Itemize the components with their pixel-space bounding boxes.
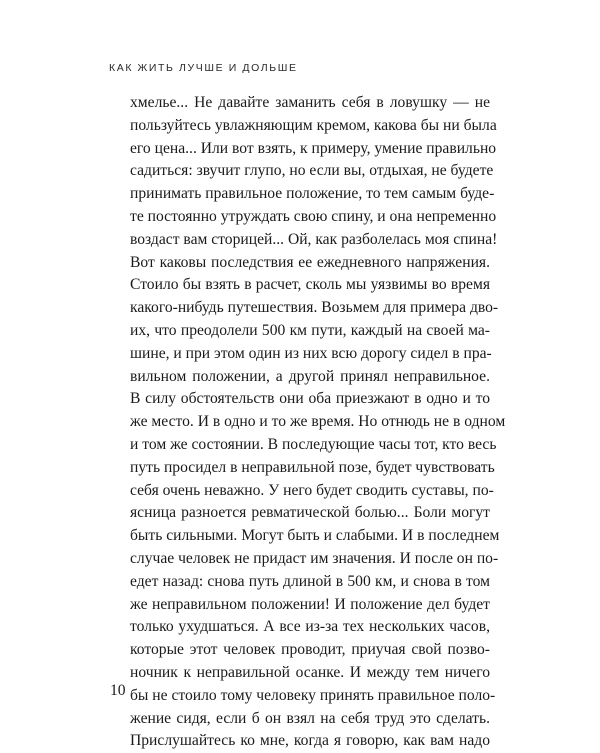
text-line: которые этот человек проводит, приучая свой позво- xyxy=(130,641,490,659)
text-line: жение сидя, если б он взял на себя труд это сделать. xyxy=(130,709,490,727)
text-line: те постоянно утруждать свою спину, и она непременно xyxy=(130,207,497,225)
text-line: его цена... Или вот взять, к примеру, умение правильно xyxy=(130,139,497,157)
text-line: В силу обстоятельств они оба приезжают в одно и то xyxy=(130,390,490,408)
text-line: Стоило бы взять в расчет, сколь мы уязвимы во время xyxy=(130,276,490,294)
text-line: себя очень неважно. У него будет сводить суставы, по- xyxy=(130,481,494,499)
text-line: хмелье... Не давайте заманить себя в ловушку — не xyxy=(130,94,490,111)
text-line: бы не стоило тому человеку принять правильное поло- xyxy=(130,686,496,704)
text-line: ясница разноется ревматической болью... Боли могут xyxy=(130,504,490,522)
body-text xyxy=(130,92,506,753)
text-line: едет назад: снова путь длиной в 500 км, и снова в том xyxy=(130,572,490,590)
text-line: ночник к неправильной осанке. И между тем ничего xyxy=(130,663,490,681)
text-line: же неправильном положении! И положение дел будет xyxy=(130,595,490,613)
text-line: же место. И в одно и то же время. Но отнюдь не в одном xyxy=(130,413,506,431)
text-line: принимать правильное положение, то тем самым буде- xyxy=(130,185,495,203)
text-line: вильном положении, а другой принял неправильное. xyxy=(130,367,490,385)
text-line: воздаст вам сторицей... Ой, как разболелась моя спина! xyxy=(130,230,498,248)
running-header: КАК ЖИТЬ ЛУЧШЕ И ДОЛЬШЕ xyxy=(109,62,298,74)
text-line: путь просидел в неправильной позе, будет чувствовать xyxy=(130,458,495,476)
text-line: пользуйтесь увлажняющим кремом, какова бы ни была xyxy=(130,116,497,134)
text-line: садиться: звучит глупо, но если вы, отдыхая, не будете xyxy=(130,162,494,180)
text-line: шине, и при этом один из них всю дорогу сидел в пра- xyxy=(130,344,492,362)
text-line: только ухудшаться. А все из-за тех нескольких часов, xyxy=(130,618,490,636)
text-line: случае человек не придаст им значения. И после он по- xyxy=(130,549,499,567)
text-line: Вот каковы последствия ее ежедневного напряжения. xyxy=(130,253,490,271)
text-line: быть сильными. Могут быть и слабыми. И в последнем xyxy=(130,527,500,545)
page-number: 10 xyxy=(110,682,126,699)
text-line: их, что преодолели 500 км пути, каждый на своей ма- xyxy=(130,321,490,339)
text-line: и том же состоянии. В последующие часы тот, кто весь xyxy=(130,435,497,453)
text-line: Прислушайтесь ко мне, когда я говорю, как вам надо xyxy=(130,732,490,750)
text-line: какого-нибудь путешествия. Возьмем для примера дво- xyxy=(130,299,499,317)
